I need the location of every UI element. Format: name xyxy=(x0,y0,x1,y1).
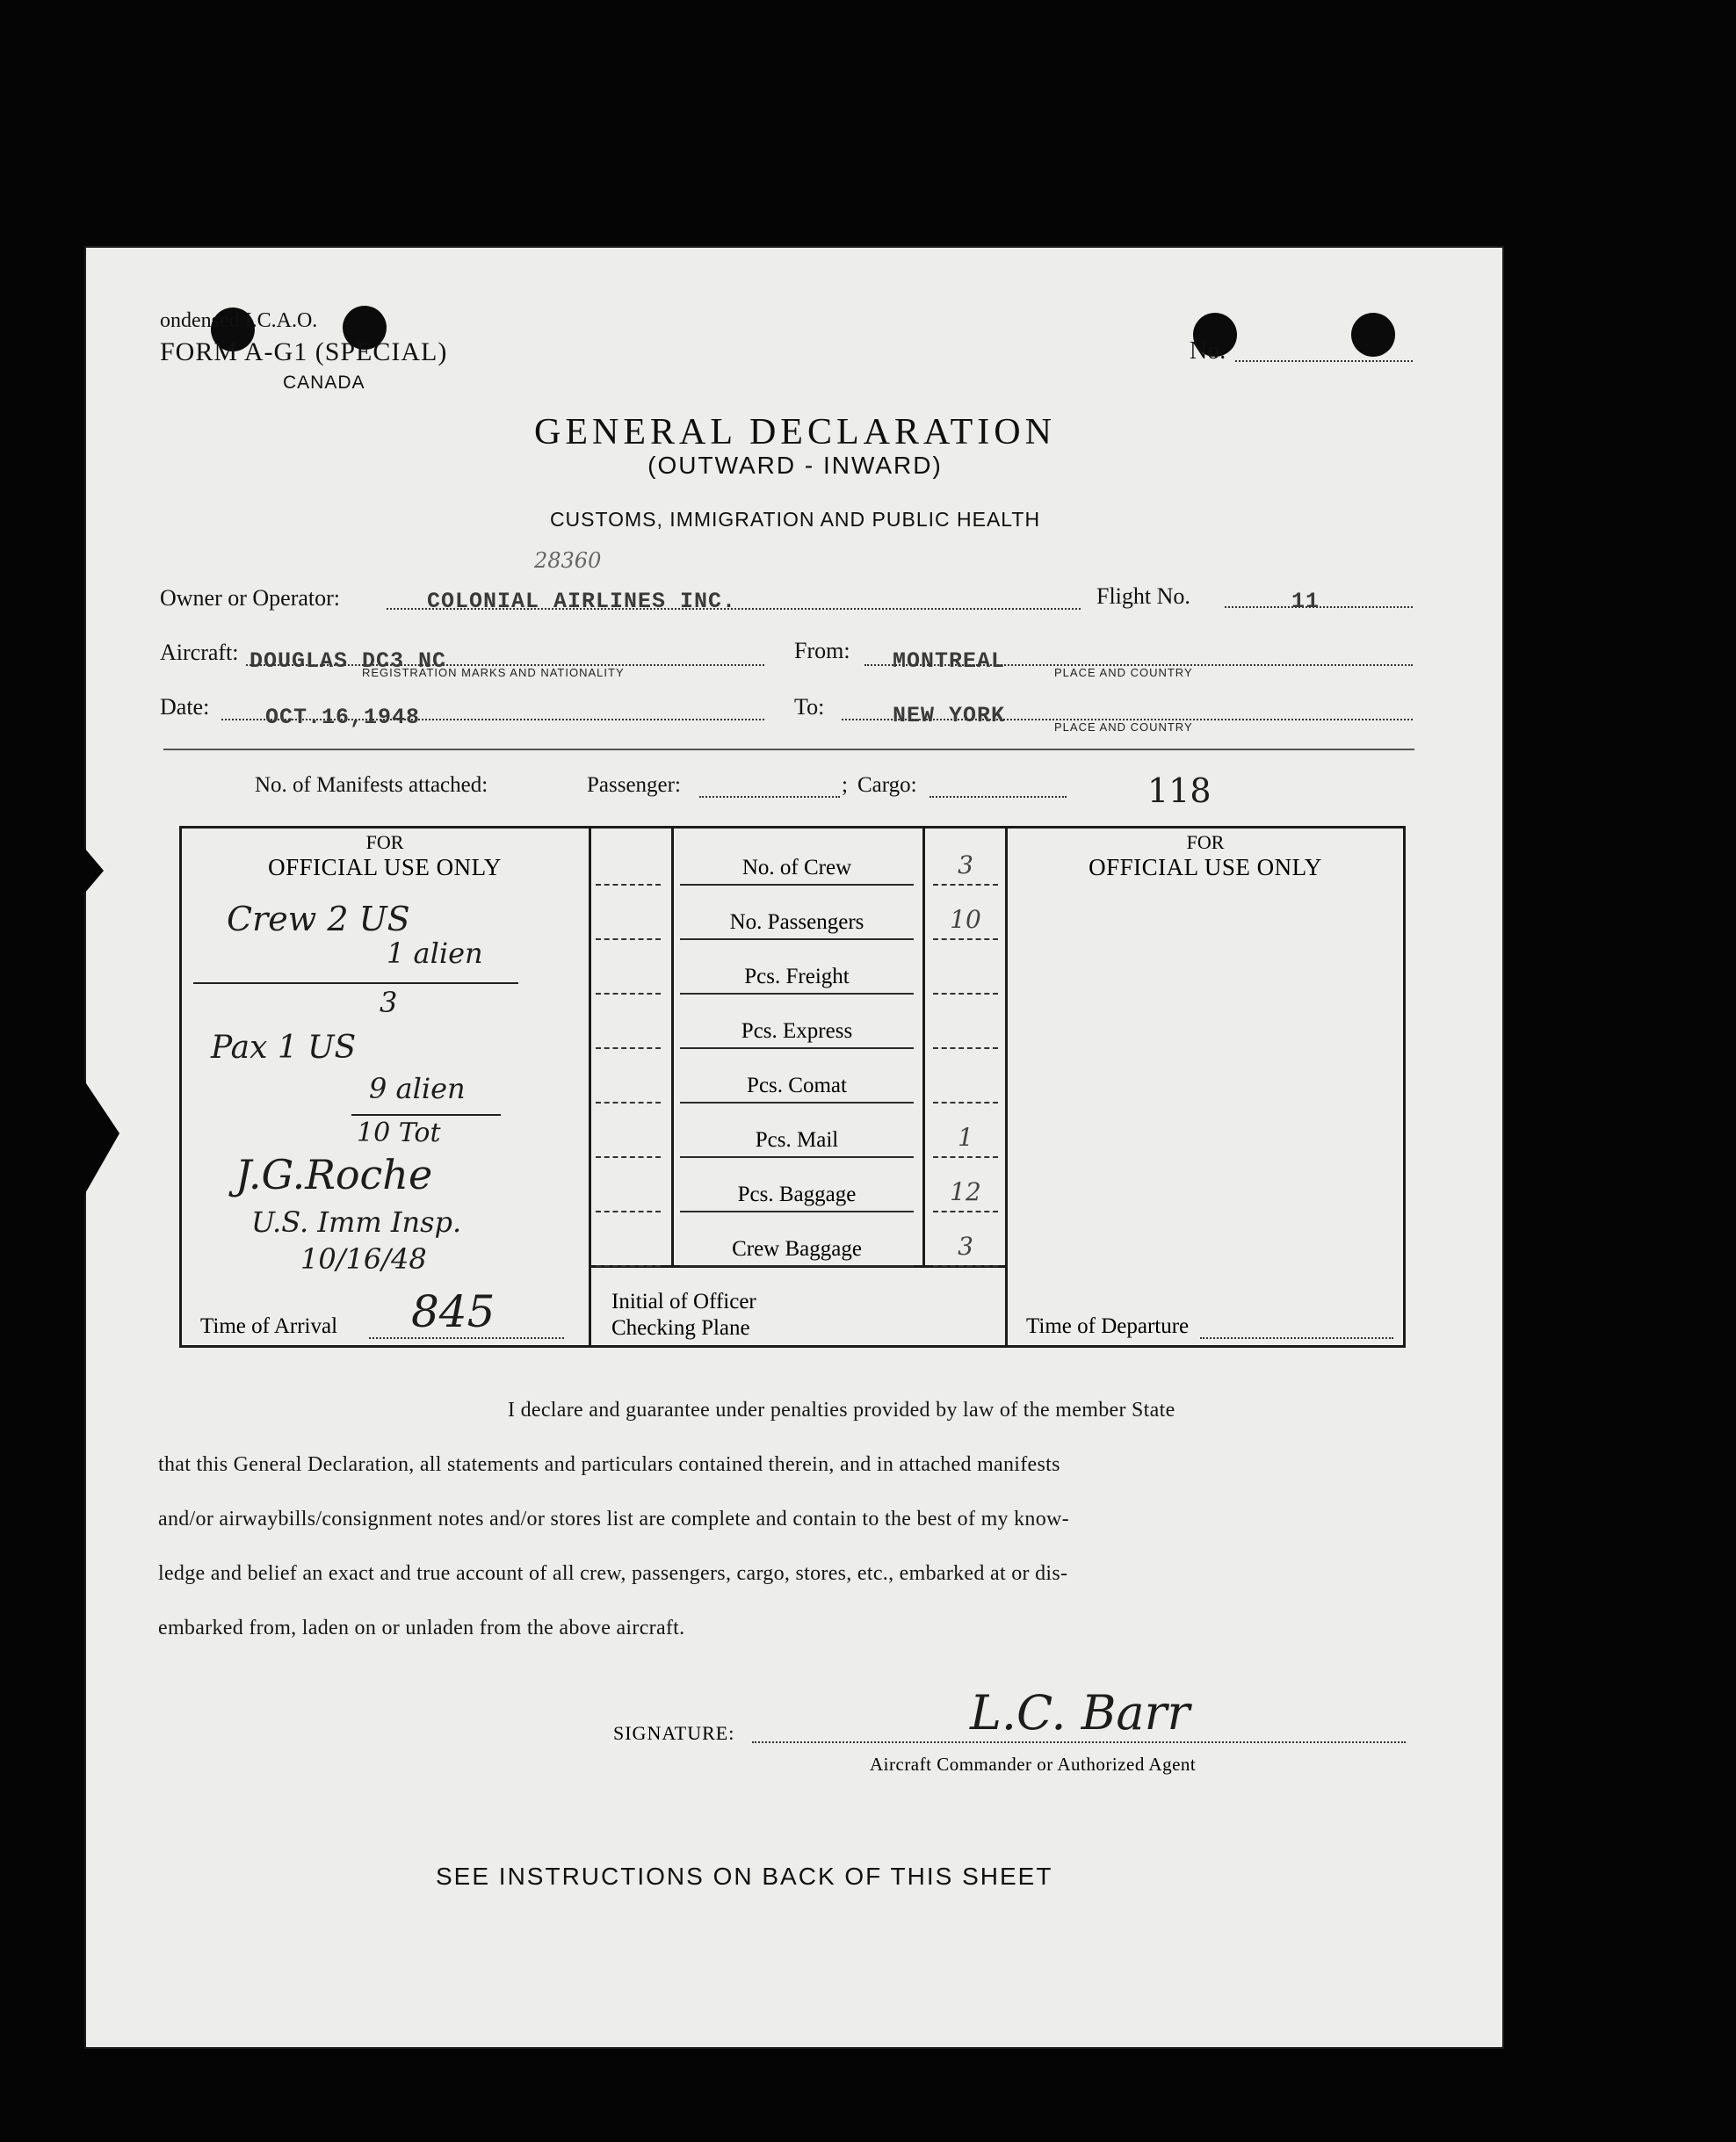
time-of-departure-label: Time of Departure xyxy=(1026,1314,1190,1338)
initial-column-dash xyxy=(596,884,661,886)
from-sublabel: PLACE AND COUNTRY xyxy=(1054,666,1193,679)
count-row xyxy=(671,833,1010,887)
count-row-rule xyxy=(680,1102,914,1104)
initial-column-dash xyxy=(596,1047,661,1049)
count-row xyxy=(671,996,1010,1051)
signature-value: L.C. Barr xyxy=(970,1685,1190,1740)
count-row-rule xyxy=(680,1265,914,1267)
initial-column-dash xyxy=(596,1265,661,1267)
passenger-manifest-line xyxy=(699,796,840,798)
to-label: To: xyxy=(794,694,825,720)
note-crew-line2: 1 alien xyxy=(387,937,483,970)
declaration-line1: I declare and guarantee under penalties provided by law of the member State xyxy=(508,1399,1175,1422)
count-row-label: Crew Baggage xyxy=(732,1237,862,1261)
right-official-label: OFFICIAL USE ONLY xyxy=(1089,854,1322,880)
to-sublabel: PLACE AND COUNTRY xyxy=(1054,720,1193,734)
initial-column-dash xyxy=(596,1156,661,1158)
declaration-line3: and/or airwaybills/consignment notes and/or stores list are complete and contain to the best of my know- xyxy=(158,1508,1069,1531)
value-column-dash xyxy=(933,884,998,886)
count-row-rule xyxy=(680,1211,914,1212)
declaration-line2: that this General Declaration, all statements and particulars contained therein, and in attached manifests xyxy=(158,1453,1060,1476)
initial-column-dash xyxy=(596,938,661,940)
count-row-rule xyxy=(680,1156,914,1158)
from-value: MONTREAL xyxy=(893,648,1006,674)
note-pax-line2: 9 alien xyxy=(369,1072,466,1105)
value-column-dash xyxy=(933,1102,998,1104)
aircraft-value: DOUGLAS DC3 NC xyxy=(250,648,447,674)
department-line: CUSTOMS, IMMIGRATION AND PUBLIC HEALTH xyxy=(549,508,1041,531)
count-rows xyxy=(671,826,1010,1265)
instructions-footer: SEE INSTRUCTIONS ON BACK OF THIS SHEET xyxy=(436,1863,1053,1890)
value-column-dash xyxy=(933,1047,998,1049)
manifests-label: No. of Manifests attached: xyxy=(255,773,488,797)
initial-column-dash xyxy=(596,1102,661,1104)
owner-label: Owner or Operator: xyxy=(160,585,341,611)
initial-officer-line2: Checking Plane xyxy=(611,1316,750,1340)
date-value: OCT.16,1948 xyxy=(265,705,421,730)
note-crew-total: 3 xyxy=(380,986,398,1019)
aircraft-sublabel: REGISTRATION MARKS AND NATIONALITY xyxy=(362,666,625,679)
value-column-dash xyxy=(933,938,998,940)
form-number-line xyxy=(1235,360,1413,362)
count-row-label: No. of Crew xyxy=(741,856,852,879)
count-row xyxy=(671,1051,1010,1105)
initial-column-dash xyxy=(596,993,661,995)
form-code-line1: ondensed I.C.A.O. xyxy=(160,309,318,332)
time-of-arrival-line xyxy=(369,1337,564,1339)
cargo-manifest-line xyxy=(929,796,1067,798)
note-pax-underline xyxy=(351,1114,501,1116)
count-row-value: 3 xyxy=(958,850,973,879)
signature-label: SIGNATURE: xyxy=(613,1722,735,1744)
date-label: Date: xyxy=(160,694,210,720)
right-for-label: FOR xyxy=(1186,831,1225,853)
owner-value: COLONIAL AIRLINES INC. xyxy=(427,589,737,614)
note-officer-title: U.S. Imm Insp. xyxy=(251,1205,462,1239)
count-row-value: 1 xyxy=(958,1123,973,1152)
flight-value: 11 xyxy=(1291,589,1320,614)
aircraft-label: Aircraft: xyxy=(160,640,239,665)
note-crew-underline xyxy=(193,982,518,984)
signature-caption: Aircraft Commander or Authorized Agent xyxy=(870,1754,1197,1775)
count-row xyxy=(671,942,1010,996)
value-column-dash xyxy=(933,1211,998,1212)
note-officer-name: J.G.Roche xyxy=(235,1151,433,1198)
count-row-rule xyxy=(680,884,914,886)
count-row-label: Pcs. Freight xyxy=(744,965,850,988)
torn-edge-lower xyxy=(84,1081,119,1195)
to-value: NEW YORK xyxy=(893,703,1006,728)
signature-line xyxy=(752,1741,1406,1743)
note-officer-date: 10/16/48 xyxy=(300,1242,427,1276)
left-official-label: OFFICIAL USE ONLY xyxy=(268,854,502,880)
manifest-handwritten-number: 118 xyxy=(1147,771,1212,810)
passenger-manifest-label: Passenger: xyxy=(587,773,681,797)
count-row-label: Pcs. Baggage xyxy=(737,1183,857,1206)
value-column-dash xyxy=(933,993,998,995)
form-country: CANADA xyxy=(283,373,365,393)
count-row-rule xyxy=(680,1047,914,1049)
table-divider-1 xyxy=(589,826,591,1348)
note-pax-line1: Pax 1 US xyxy=(211,1030,357,1066)
time-of-arrival-value: 845 xyxy=(411,1286,495,1337)
count-row-rule xyxy=(680,938,914,940)
count-row-label: Pcs. Comat xyxy=(747,1074,847,1097)
declaration-line4: ledge and belief an exact and true account of all crew, passengers, cargo, stores, etc., embarked at or dis- xyxy=(158,1562,1068,1585)
punch-hole-right-2 xyxy=(1351,313,1395,357)
value-column-dash xyxy=(933,1265,998,1267)
count-row-value: 12 xyxy=(950,1177,981,1206)
form-code-line2: FORM A-G1 (SPECIAL) xyxy=(160,337,448,366)
torn-edge xyxy=(84,848,104,894)
count-row-label: Pcs. Mail xyxy=(755,1128,839,1152)
initial-column-dash xyxy=(596,1211,661,1212)
time-of-arrival-label: Time of Arrival xyxy=(200,1314,338,1338)
manifest-separator: ; xyxy=(842,773,848,797)
initial-officer-line1: Initial of Officer xyxy=(611,1290,756,1313)
count-row-value: 10 xyxy=(950,905,981,934)
section-divider xyxy=(163,749,1414,750)
note-crew-line1: Crew 2 US xyxy=(227,900,410,938)
page-title: GENERAL DECLARATION xyxy=(534,412,1056,452)
count-row-label: No. Passengers xyxy=(729,910,864,934)
count-row-label: Pcs. Express xyxy=(741,1019,853,1043)
flight-label: Flight No. xyxy=(1096,583,1190,609)
count-row xyxy=(671,1105,1010,1160)
note-pax-total: 10 Tot xyxy=(357,1118,441,1148)
value-column-dash xyxy=(933,1156,998,1158)
from-label: From: xyxy=(794,638,850,663)
count-row xyxy=(671,1214,1010,1269)
left-for-label: FOR xyxy=(365,831,404,853)
count-row xyxy=(671,887,1010,942)
count-row-value: 3 xyxy=(958,1232,973,1261)
time-of-departure-line xyxy=(1200,1337,1393,1339)
page-subtitle: (OUTWARD - INWARD) xyxy=(647,452,943,479)
declaration-line5: embarked from, laden on or unladen from the above aircraft. xyxy=(158,1617,685,1639)
cargo-manifest-label: Cargo: xyxy=(857,773,917,797)
form-number-label: No. xyxy=(1190,337,1226,365)
count-row xyxy=(671,1160,1010,1214)
count-row-rule xyxy=(680,993,914,995)
handwritten-reference: 28360 xyxy=(534,548,602,573)
